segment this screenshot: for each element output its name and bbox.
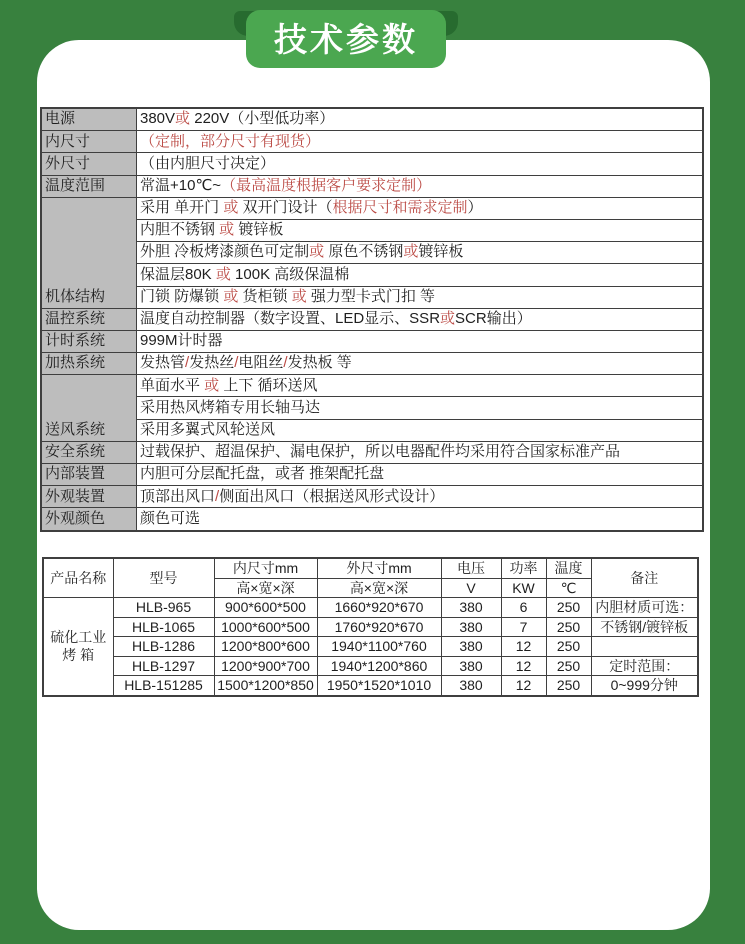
spec-text-segment: 或: [309, 243, 325, 261]
spec-value: [137, 108, 704, 131]
spec-row: [41, 175, 703, 197]
outer-dim-cell: 1760*920*670: [317, 617, 441, 637]
outer-dim-cell: 1950*1520*1010: [317, 676, 441, 696]
header-inner-dim-sub: 高×宽×深: [214, 578, 317, 598]
inner-dim-cell: 900*600*500: [214, 598, 317, 618]
spec-text-segment: 采用 单开门: [140, 199, 224, 217]
spec-row: [41, 508, 703, 531]
power-cell: 6: [501, 598, 546, 618]
model-cell: HLB-1286: [113, 637, 214, 657]
temp-cell: 250: [546, 598, 591, 618]
power-cell: 12: [501, 676, 546, 696]
remark-cell: 不锈钢/镀锌板: [591, 617, 698, 637]
header-inner-dim: 内尺寸mm: [214, 558, 317, 578]
spec-value: [137, 197, 704, 219]
spec-value: [137, 242, 704, 264]
spec-text-segment: 温度自动控制器（数字设置、LED显示、SSR: [140, 310, 441, 328]
spec-text-segment: 单面水平: [140, 376, 205, 394]
spec-label: 内尺寸: [41, 131, 137, 153]
spec-text-segment: 内胆不锈钢: [140, 221, 220, 239]
spec-text-segment: 或: [219, 221, 235, 239]
voltage-cell: 380: [441, 637, 501, 657]
spec-row: [41, 441, 703, 463]
spec-value: [137, 419, 704, 441]
power-cell: 12: [501, 637, 546, 657]
remark-cell: 内胆材质可选：: [591, 598, 698, 618]
spec-text-segment: 380V: [140, 110, 176, 128]
spec-label: 温度范围: [41, 175, 137, 197]
spec-row: [41, 330, 703, 352]
spec-text-segment: 镀锌板: [418, 243, 464, 261]
spec-label: 电源: [41, 108, 137, 131]
spec-text-segment: 货柜锁: [238, 287, 292, 305]
spec-value: [137, 153, 704, 175]
spec-text-segment: 保温层80K: [140, 265, 216, 283]
models-table: [42, 557, 699, 697]
spec-label: 外尺寸: [41, 153, 137, 175]
voltage-cell: 380: [441, 617, 501, 637]
spec-text-segment: 上下 循环送风: [219, 376, 318, 394]
header-power: 功率: [501, 558, 546, 578]
spec-row: [41, 286, 703, 308]
spec-text-segment: 电阻丝: [238, 354, 284, 372]
spec-value: [137, 131, 704, 153]
header-remark: 备注: [591, 558, 698, 598]
header-outer-dim: 外尺寸mm: [317, 558, 441, 578]
spec-text-segment: 或: [223, 199, 239, 217]
spec-text-segment: 双开门设计（: [238, 199, 333, 217]
header-product-name: 产品名称: [43, 558, 113, 598]
spec-row: [41, 131, 703, 153]
spec-table: [40, 107, 704, 532]
model-cell: HLB-1297: [113, 656, 214, 676]
header-temp: 温度: [546, 558, 591, 578]
spec-text-segment: 100K 高级保温棉: [230, 265, 350, 283]
spec-label: 机体结构: [41, 197, 137, 308]
spec-row: [41, 464, 703, 486]
spec-text-segment: 强力型卡式门扣 等: [306, 287, 436, 305]
spec-text-segment: 镀锌板: [234, 221, 284, 239]
temp-cell: 250: [546, 656, 591, 676]
spec-label: 送风系统: [41, 375, 137, 442]
spec-text-segment: 发热丝: [189, 354, 235, 372]
header-outer-dim-sub: 高×宽×深: [317, 578, 441, 598]
spec-text-segment: SCR输出）: [455, 310, 532, 328]
spec-text-segment: 根据尺寸和需求定制: [332, 199, 468, 217]
spec-text-segment: /: [185, 354, 190, 372]
models-row: [43, 637, 698, 657]
spec-text-segment: 采用多翼式风轮送风: [140, 420, 276, 438]
header-power-unit: KW: [501, 578, 546, 598]
spec-text-segment: 顶部出风口: [140, 487, 216, 505]
spec-text-segment: /: [215, 487, 220, 505]
spec-text-segment: 或: [223, 287, 239, 305]
spec-text-segment: 采用热风烤箱专用长轴马达: [140, 398, 321, 416]
models-row: [43, 676, 698, 696]
spec-text-segment: /: [234, 354, 239, 372]
spec-value: [137, 464, 704, 486]
spec-row: [41, 264, 703, 286]
spec-text-segment: ）: [467, 199, 483, 217]
spec-text-segment: 发热管: [140, 354, 186, 372]
models-row: [43, 617, 698, 637]
spec-text-segment: 或: [204, 376, 220, 394]
spec-row: [41, 375, 703, 397]
model-cell: HLB-1065: [113, 617, 214, 637]
models-row: [43, 598, 698, 618]
spec-label: 外观装置: [41, 486, 137, 508]
outer-dim-cell: 1660*920*670: [317, 598, 441, 618]
voltage-cell: 380: [441, 656, 501, 676]
spec-text-segment: （最高温度根据客户要求定制）: [221, 176, 432, 194]
spec-row: [41, 486, 703, 508]
power-cell: 12: [501, 656, 546, 676]
spec-row: [41, 308, 703, 330]
outer-dim-cell: 1940*1100*760: [317, 637, 441, 657]
inner-dim-cell: 1200*800*600: [214, 637, 317, 657]
remark-cell: 0~999分钟: [591, 676, 698, 696]
power-cell: 7: [501, 617, 546, 637]
spec-row: [41, 353, 703, 375]
spec-label: 加热系统: [41, 353, 137, 375]
spec-value: [137, 264, 704, 286]
spec-value: [137, 397, 704, 419]
spec-text-segment: 原色不锈钢: [324, 243, 404, 261]
spec-text-segment: 过载保护、超温保护、漏电保护，所以电器配件均采用符合国家标准产品: [140, 443, 621, 461]
spec-text-segment: 或: [175, 110, 191, 128]
spec-text-segment: （由内胆尺寸决定）: [140, 154, 276, 172]
voltage-cell: 380: [441, 676, 501, 696]
title-ribbon: [246, 10, 446, 68]
ribbon-body: [246, 10, 446, 68]
banner-title: 技术参数: [274, 20, 418, 58]
spec-text-segment: 或: [291, 287, 307, 305]
spec-value: [137, 375, 704, 397]
spec-label: 计时系统: [41, 330, 137, 352]
remark-cell: 定时范围：: [591, 656, 698, 676]
spec-row: [41, 242, 703, 264]
product-name-cell: 硫化工业 烤 箱: [43, 598, 113, 696]
spec-row: [41, 219, 703, 241]
spec-row: [41, 397, 703, 419]
model-cell: HLB-965: [113, 598, 214, 618]
inner-dim-cell: 1000*600*500: [214, 617, 317, 637]
spec-text-segment: 外胆 冷板烤漆颜色可定制: [140, 243, 310, 261]
spec-text-segment: 220V（小型低功率）: [190, 110, 335, 128]
spec-row: [41, 197, 703, 219]
spec-value: [137, 219, 704, 241]
spec-value: [137, 286, 704, 308]
outer-dim-cell: 1940*1200*860: [317, 656, 441, 676]
temp-cell: 250: [546, 617, 591, 637]
spec-value: [137, 486, 704, 508]
spec-text-segment: 门锁 防爆锁: [140, 287, 224, 305]
spec-text-segment: 常温+10℃~: [140, 176, 222, 194]
spec-text-segment: 或: [440, 310, 456, 328]
header-voltage: 电压: [441, 558, 501, 578]
spec-text-segment: 侧面出风口（根据送风形式设计）: [219, 487, 445, 505]
spec-label: 温控系统: [41, 308, 137, 330]
voltage-cell: 380: [441, 598, 501, 618]
temp-cell: 250: [546, 676, 591, 696]
spec-text-segment: 999M计时器: [140, 332, 223, 350]
spec-label: 内部装置: [41, 464, 137, 486]
header-temp-unit: ℃: [546, 578, 591, 598]
spec-row: [41, 153, 703, 175]
spec-text-segment: /: [283, 354, 288, 372]
spec-text-segment: 内胆可分层配托盘，或者 推架配托盘: [140, 465, 385, 483]
spec-value: [137, 353, 704, 375]
model-cell: HLB-151285: [113, 676, 214, 696]
spec-label: 安全系统: [41, 441, 137, 463]
spec-row: [41, 419, 703, 441]
spec-label: 外观颜色: [41, 508, 137, 531]
remark-cell: [591, 637, 698, 657]
spec-text-segment: 或: [215, 265, 231, 283]
spec-value: [137, 308, 704, 330]
models-header-row-1: [43, 558, 698, 578]
temp-cell: 250: [546, 637, 591, 657]
spec-row: [41, 108, 703, 131]
header-voltage-unit: V: [441, 578, 501, 598]
spec-value: [137, 330, 704, 352]
models-row: [43, 656, 698, 676]
spec-text-segment: 或: [403, 243, 419, 261]
spec-text-segment: 颜色可选: [140, 509, 201, 527]
inner-dim-cell: 1500*1200*850: [214, 676, 317, 696]
spec-value: [137, 175, 704, 197]
inner-dim-cell: 1200*900*700: [214, 656, 317, 676]
spec-value: [137, 508, 704, 531]
header-model: 型号: [113, 558, 214, 598]
spec-text-segment: （定制，部分尺寸有现货）: [140, 132, 321, 150]
spec-value: [137, 441, 704, 463]
spec-text-segment: 发热板 等: [287, 354, 352, 372]
